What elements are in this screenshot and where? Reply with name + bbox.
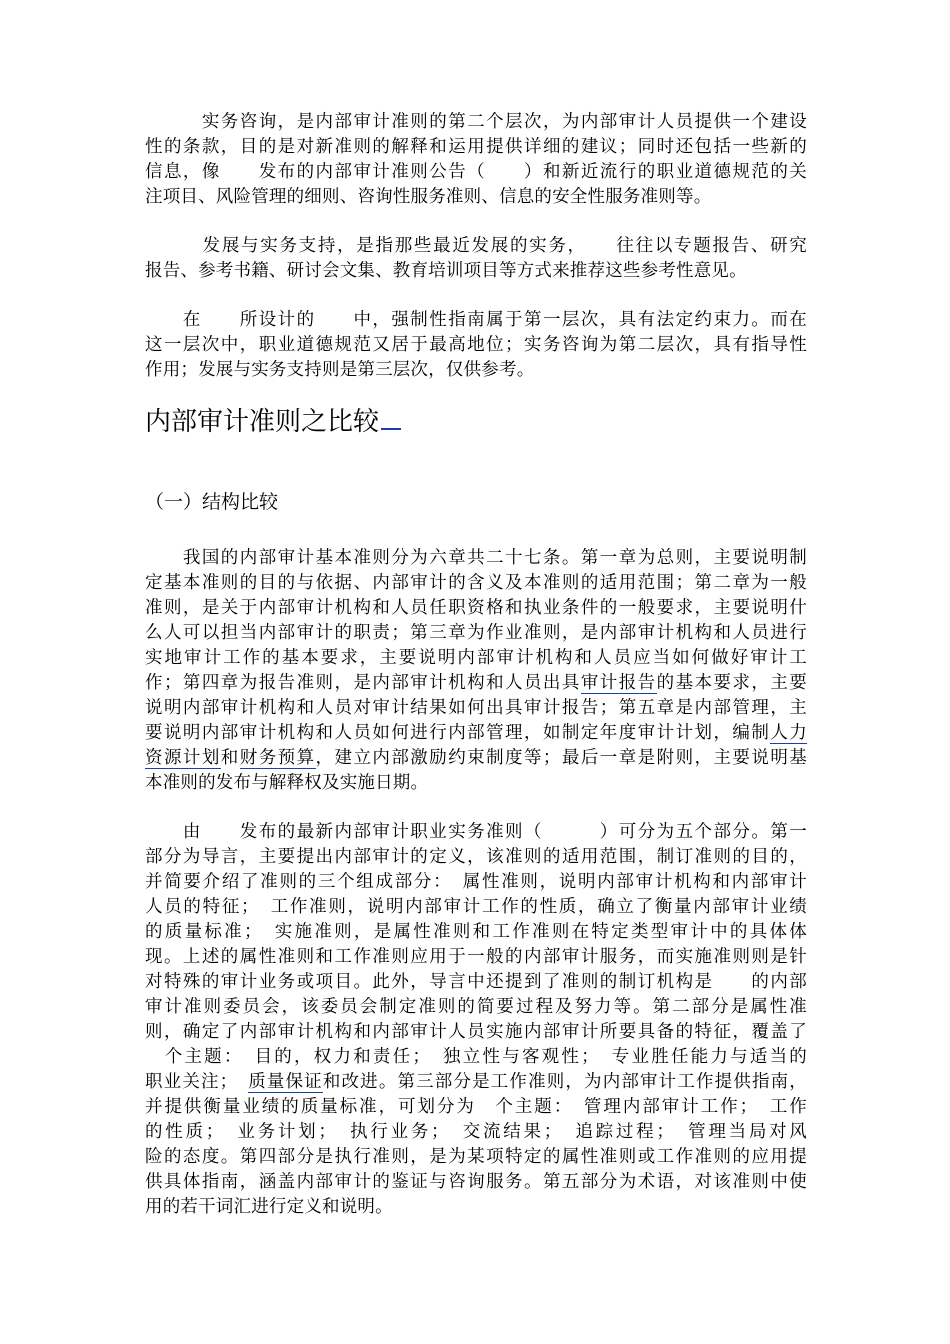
text-segment: 职业关注；: [145, 1072, 249, 1092]
heading-anchor-mark[interactable]: [381, 425, 401, 430]
paragraph-china-standards: [145, 546, 807, 796]
text-line: 对特殊的审计业务或项目。此外，导言中还提到了准则的制订机构是 的内部: [145, 972, 807, 992]
text-line: 则，确定了内部审计机构和内部审计人员实施内部审计所要具备的特征，覆盖了: [145, 1022, 807, 1042]
text-line: 作用；发展与实务支持则是第三层次，仅供参考。: [145, 360, 535, 380]
text-line: 实务咨询，是内部审计准则的第二个层次，为内部审计人员提供一个建设: [145, 112, 807, 132]
text-line: [145, 1070, 807, 1095]
text-line: 的质量标准； 实施准则，是属性准则和工作准则在特定类型审计中的具体体: [145, 922, 807, 942]
text-line: 本准则的发布与解释权及实施日期。: [145, 773, 429, 793]
text-line: 用的若干词汇进行定义和说明。: [145, 1197, 393, 1217]
text-line: 注项目、风险管理的细则、咨询性服务准则、信息的安全性服务准则等。: [145, 187, 712, 207]
section-heading: [145, 405, 807, 439]
text-line: 人员的特征； 工作准则，说明内部审计工作的性质，确立了衡量内部审计业绩: [145, 897, 807, 917]
paragraph-levels-summary: [145, 308, 807, 383]
link-human-resources-part1[interactable]: 人力: [770, 723, 807, 743]
text-line: 发展与实务支持，是指那些最近发展的实务， 往往以专题报告、研究: [145, 236, 807, 256]
text-segment: 要说明内部审计机构和人员如何进行内部管理，如制定年度审计计划，编制: [145, 723, 771, 743]
section-heading-text: 内部审计准则之比较: [145, 407, 380, 437]
text-line: [145, 671, 807, 696]
text-line: 信息，像 发布的内部审计准则公告（ ）和新近流行的职业道德规范的关: [145, 162, 807, 182]
text-segment: ，建立内部激励约束制度等；最后一章是附则，主要说明基: [315, 748, 807, 768]
text-line: 实地审计工作的基本要求，主要说明内部审计机构和人员应当如何做好审计工: [145, 648, 807, 668]
text-line: 定基本准则的目的与依据、内部审计的含义及本准则的适用范围；第二章为一般: [145, 573, 807, 593]
text-line: 个主题： 目的，权力和责任； 独立性与客观性； 专业胜任能力与适当的: [145, 1047, 807, 1067]
text-line: [145, 721, 807, 746]
paragraph-development-support: [145, 234, 807, 284]
text-line: 供具体指南，涵盖内部审计的鉴证与咨询服务。第五部分为术语，对该准则中使: [145, 1172, 807, 1192]
text-line: 说明内部审计机构和人员对审计结果如何出具审计报告；第五章是内部管理，主: [145, 698, 807, 718]
subsection-heading: （一）结构比较: [145, 491, 279, 513]
text-line: 并简要介绍了准则的三个组成部分： 属性准则，说明内部审计机构和内部审计: [145, 872, 807, 892]
text-line: 部分为导言，主要提出内部审计的定义，该准则的适用范围，制订准则的目的，: [145, 847, 807, 867]
text-line: 审计准则委员会，该委员会制定准则的简要过程及努力等。第二部分是属性准: [145, 997, 807, 1017]
document-page: [145, 110, 807, 1220]
text-line: 这一层次中，职业道德规范又居于最高地位；实务咨询为第二层次，具有指导性: [145, 335, 807, 355]
text-line: 我国的内部审计基本准则分为六章共二十七条。第一章为总则，主要说明制: [145, 548, 807, 568]
text-line: 么人可以担当内部审计的职责；第三章为作业准则，是内部审计机构和人员进行: [145, 623, 807, 643]
text-segment: 作；第四章为报告准则，是内部审计机构和人员出具: [145, 673, 581, 693]
text-segment: 和改进。第三部分是工作准则，为内部审计工作提供指南，: [322, 1072, 807, 1092]
text-line: 报告、参考书籍、研讨会文集、教育培训项目等方式来推荐这些参考性意见。: [145, 261, 747, 281]
text-segment: 和: [220, 748, 240, 768]
paragraph-iia-standards: [145, 820, 807, 1220]
text-line: 性的条款，目的是对新准则的解释和运用提供详细的建议；同时还包括一些新的: [145, 137, 807, 157]
text-line: 在 所设计的 中，强制性指南属于第一层次，具有法定约束力。而在: [145, 310, 807, 330]
text-line: 并提供衡量业绩的质量标准，可划分为 个主题： 管理内部审计工作； 工作: [145, 1097, 807, 1117]
link-quality-assurance[interactable]: 质量保证: [248, 1072, 323, 1092]
text-line: 险的态度。第四部分是执行准则，是为某项特定的属性准则或工作准则的应用提: [145, 1147, 807, 1167]
text-line: 的性质； 业务计划； 执行业务； 交流结果； 追踪过程； 管理当局对风: [145, 1122, 807, 1142]
paragraph-practice-advisories: [145, 110, 807, 210]
link-audit-report[interactable]: 审计报告: [580, 673, 657, 693]
text-line: 由 发布的最新内部审计职业实务准则（ ）可分为五个部分。第一: [145, 822, 807, 842]
link-financial-budget[interactable]: 财务预算: [239, 748, 316, 768]
link-human-resources-part2[interactable]: 资源计划: [145, 748, 221, 768]
text-line: 现。上述的属性准则和工作准则应用于一般的内部审计服务，而实施准则则是针: [145, 947, 807, 967]
text-line: [145, 746, 807, 771]
text-line: 准则，是关于内部审计机构和人员任职资格和执业条件的一般要求，主要说明什: [145, 598, 807, 618]
text-segment: 的基本要求，主要: [656, 673, 807, 693]
